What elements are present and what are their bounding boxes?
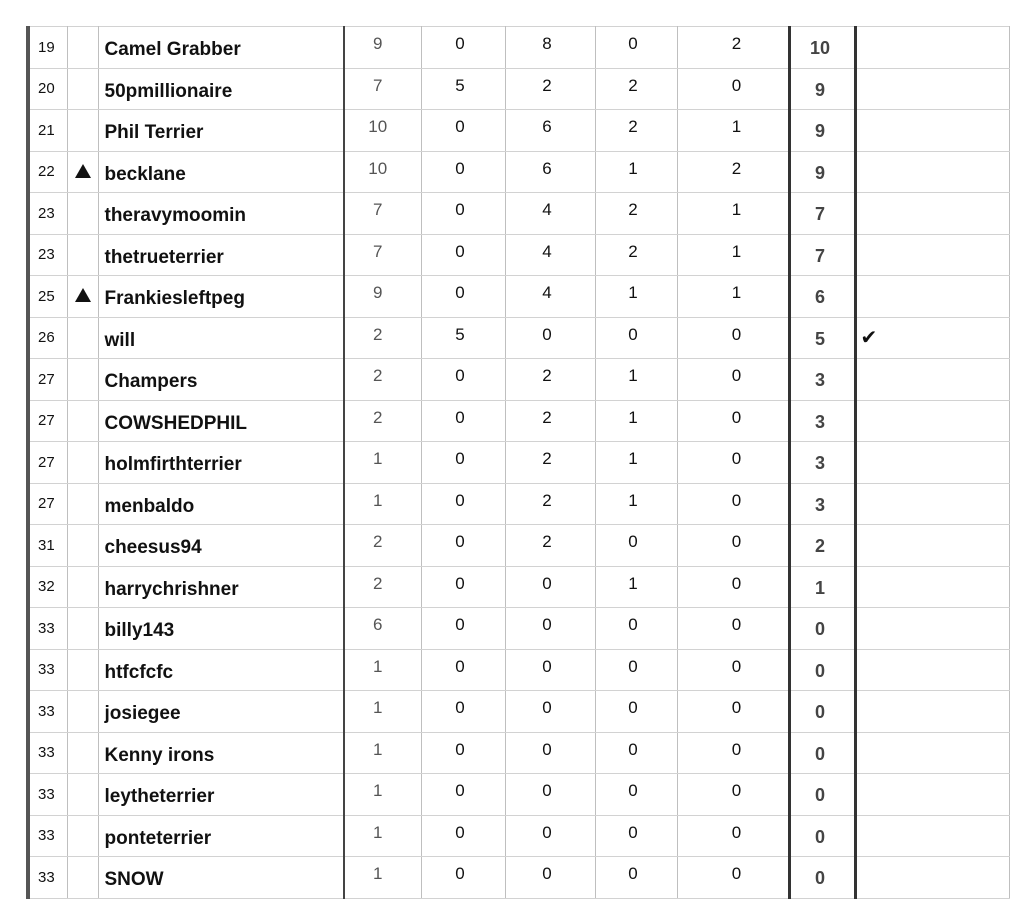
- points-cell: 2: [789, 525, 855, 567]
- player-name: harrychrishner: [98, 566, 344, 608]
- movement-cell: [67, 566, 98, 608]
- stat-b-cell: 0: [421, 566, 505, 608]
- position-cell: 23: [28, 193, 67, 235]
- player-name: htfcfcfc: [98, 649, 344, 691]
- standings-table: [26, 26, 1010, 899]
- stat-b-cell: 0: [421, 442, 505, 484]
- stat-e-cell: 0: [677, 317, 789, 359]
- stat-a-cell: 10: [344, 110, 421, 152]
- stat-d-cell: 1: [595, 483, 677, 525]
- position-cell: 27: [28, 359, 67, 401]
- movement-cell: [67, 608, 98, 650]
- stat-a-cell: 9: [344, 27, 421, 69]
- table-row: [28, 566, 1009, 608]
- player-name: josiegee: [98, 691, 344, 733]
- stat-d-cell: 1: [595, 151, 677, 193]
- stat-a-cell: 10: [344, 151, 421, 193]
- stat-d-cell: 1: [595, 566, 677, 608]
- stat-a-cell: 2: [344, 525, 421, 567]
- stat-d-cell: 2: [595, 234, 677, 276]
- stat-e-cell: 1: [677, 193, 789, 235]
- position-cell: 33: [28, 649, 67, 691]
- stat-e-cell: 0: [677, 649, 789, 691]
- stat-b-cell: 5: [421, 68, 505, 110]
- standings-rows: [28, 27, 1009, 899]
- checkmark-icon: [855, 27, 1009, 69]
- stat-c-cell: 2: [505, 68, 595, 110]
- table-row: [28, 774, 1009, 816]
- position-cell: 33: [28, 608, 67, 650]
- stat-b-cell: 0: [421, 815, 505, 857]
- checkmark-icon: [855, 276, 1009, 318]
- stat-c-cell: 0: [505, 317, 595, 359]
- table-row: [28, 608, 1009, 650]
- stat-e-cell: 0: [677, 400, 789, 442]
- stat-c-cell: 0: [505, 815, 595, 857]
- table-row: [28, 27, 1009, 69]
- checkmark-icon: [855, 649, 1009, 691]
- stat-c-cell: 0: [505, 774, 595, 816]
- points-cell: 0: [789, 732, 855, 774]
- points-cell: 7: [789, 193, 855, 235]
- checkmark-icon: [855, 359, 1009, 401]
- position-cell: 33: [28, 691, 67, 733]
- stat-d-cell: 1: [595, 400, 677, 442]
- position-cell: 33: [28, 732, 67, 774]
- stat-d-cell: 0: [595, 774, 677, 816]
- stat-c-cell: 2: [505, 525, 595, 567]
- points-cell: 6: [789, 276, 855, 318]
- checkmark-icon: ✔: [855, 317, 1009, 359]
- stat-d-cell: 2: [595, 193, 677, 235]
- stat-d-cell: 0: [595, 525, 677, 567]
- position-cell: 27: [28, 400, 67, 442]
- stat-a-cell: 7: [344, 193, 421, 235]
- player-name: COWSHEDPHIL: [98, 400, 344, 442]
- player-name: 50pmillionaire: [98, 68, 344, 110]
- table-row: [28, 110, 1009, 152]
- stat-d-cell: 1: [595, 276, 677, 318]
- stat-c-cell: 0: [505, 857, 595, 899]
- points-cell: 10: [789, 27, 855, 69]
- movement-cell: [67, 317, 98, 359]
- stat-c-cell: 2: [505, 483, 595, 525]
- movement-cell: [67, 442, 98, 484]
- stat-a-cell: 1: [344, 815, 421, 857]
- stat-b-cell: 0: [421, 774, 505, 816]
- stat-c-cell: 4: [505, 234, 595, 276]
- table-row: [28, 193, 1009, 235]
- movement-cell: [67, 193, 98, 235]
- table-row: [28, 525, 1009, 567]
- points-cell: 3: [789, 442, 855, 484]
- stat-b-cell: 0: [421, 276, 505, 318]
- table-row: [28, 442, 1009, 484]
- movement-cell: [67, 359, 98, 401]
- checkmark-icon: [855, 68, 1009, 110]
- checkmark-icon: [855, 691, 1009, 733]
- stat-c-cell: 4: [505, 276, 595, 318]
- table-row: [28, 151, 1009, 193]
- stat-d-cell: 2: [595, 110, 677, 152]
- points-cell: 1: [789, 566, 855, 608]
- movement-cell: [67, 110, 98, 152]
- movement-cell: [67, 400, 98, 442]
- player-name: leytheterrier: [98, 774, 344, 816]
- stat-a-cell: 2: [344, 317, 421, 359]
- position-cell: 33: [28, 815, 67, 857]
- stat-e-cell: 0: [677, 359, 789, 401]
- player-name: Champers: [98, 359, 344, 401]
- table-row: [28, 359, 1009, 401]
- stat-a-cell: 1: [344, 774, 421, 816]
- table-row: [28, 68, 1009, 110]
- stat-e-cell: 1: [677, 110, 789, 152]
- position-cell: 33: [28, 774, 67, 816]
- checkmark-icon: [855, 774, 1009, 816]
- stat-b-cell: 0: [421, 359, 505, 401]
- position-cell: 27: [28, 442, 67, 484]
- movement-cell: [67, 27, 98, 69]
- stat-a-cell: 6: [344, 608, 421, 650]
- movement-cell: [67, 151, 98, 193]
- stat-e-cell: 0: [677, 525, 789, 567]
- stat-d-cell: 0: [595, 317, 677, 359]
- stat-e-cell: 2: [677, 151, 789, 193]
- checkmark-icon: [855, 400, 1009, 442]
- table-row: [28, 691, 1009, 733]
- table-row: [28, 317, 1009, 359]
- movement-cell: [67, 691, 98, 733]
- stat-d-cell: 1: [595, 442, 677, 484]
- points-cell: 0: [789, 857, 855, 899]
- points-cell: 9: [789, 110, 855, 152]
- stat-a-cell: 2: [344, 566, 421, 608]
- stat-b-cell: 0: [421, 608, 505, 650]
- stat-a-cell: 1: [344, 857, 421, 899]
- checkmark-icon: [855, 483, 1009, 525]
- table-row: [28, 400, 1009, 442]
- table-row: [28, 732, 1009, 774]
- stat-c-cell: 0: [505, 608, 595, 650]
- checkmark-icon: [855, 815, 1009, 857]
- table-row: [28, 276, 1009, 318]
- points-cell: 9: [789, 68, 855, 110]
- stat-d-cell: 0: [595, 649, 677, 691]
- points-cell: 0: [789, 691, 855, 733]
- position-cell: 23: [28, 234, 67, 276]
- stat-a-cell: 2: [344, 400, 421, 442]
- stat-b-cell: 0: [421, 193, 505, 235]
- points-cell: 7: [789, 234, 855, 276]
- player-name: menbaldo: [98, 483, 344, 525]
- movement-cell: [67, 857, 98, 899]
- checkmark-icon: [855, 234, 1009, 276]
- stat-e-cell: 0: [677, 566, 789, 608]
- up-triangle-icon: [75, 288, 91, 302]
- checkmark-icon: [855, 110, 1009, 152]
- player-name: cheesus94: [98, 525, 344, 567]
- player-name: theravymoomin: [98, 193, 344, 235]
- table-row: [28, 483, 1009, 525]
- stat-e-cell: 0: [677, 68, 789, 110]
- stat-a-cell: 1: [344, 649, 421, 691]
- movement-cell: [67, 732, 98, 774]
- stat-e-cell: 0: [677, 774, 789, 816]
- stat-b-cell: 0: [421, 483, 505, 525]
- checkmark-icon: [855, 442, 1009, 484]
- points-cell: 9: [789, 151, 855, 193]
- stat-a-cell: 2: [344, 359, 421, 401]
- checkmark-icon: [855, 732, 1009, 774]
- stat-a-cell: 1: [344, 732, 421, 774]
- stat-a-cell: 7: [344, 234, 421, 276]
- stat-b-cell: 0: [421, 151, 505, 193]
- movement-cell: [67, 649, 98, 691]
- points-cell: 0: [789, 815, 855, 857]
- stat-e-cell: 0: [677, 442, 789, 484]
- stat-c-cell: 0: [505, 566, 595, 608]
- checkmark-icon: [855, 857, 1009, 899]
- stat-e-cell: 1: [677, 276, 789, 318]
- stat-e-cell: 0: [677, 483, 789, 525]
- stat-e-cell: 0: [677, 732, 789, 774]
- table-row: [28, 857, 1009, 899]
- player-name: Phil Terrier: [98, 110, 344, 152]
- stat-d-cell: 0: [595, 691, 677, 733]
- position-cell: 31: [28, 525, 67, 567]
- table-row: [28, 234, 1009, 276]
- player-name: Frankiesleftpeg: [98, 276, 344, 318]
- stat-c-cell: 0: [505, 691, 595, 733]
- movement-cell: [67, 483, 98, 525]
- position-cell: 33: [28, 857, 67, 899]
- position-cell: 19: [28, 27, 67, 69]
- stat-e-cell: 0: [677, 691, 789, 733]
- stat-a-cell: 1: [344, 691, 421, 733]
- stat-c-cell: 2: [505, 442, 595, 484]
- position-cell: 32: [28, 566, 67, 608]
- stat-d-cell: 1: [595, 359, 677, 401]
- stat-b-cell: 0: [421, 234, 505, 276]
- stat-b-cell: 0: [421, 691, 505, 733]
- checkmark-icon: [855, 193, 1009, 235]
- points-cell: 5: [789, 317, 855, 359]
- stat-b-cell: 0: [421, 110, 505, 152]
- movement-cell: [67, 276, 98, 318]
- stat-d-cell: 0: [595, 815, 677, 857]
- points-cell: 3: [789, 400, 855, 442]
- points-cell: 0: [789, 649, 855, 691]
- movement-cell: [67, 815, 98, 857]
- movement-cell: [67, 525, 98, 567]
- stat-c-cell: 0: [505, 649, 595, 691]
- checkmark-icon: [855, 608, 1009, 650]
- table-row: [28, 649, 1009, 691]
- stat-c-cell: 8: [505, 27, 595, 69]
- stat-d-cell: 0: [595, 732, 677, 774]
- stat-c-cell: 2: [505, 400, 595, 442]
- points-cell: 3: [789, 359, 855, 401]
- stat-d-cell: 0: [595, 857, 677, 899]
- stat-a-cell: 1: [344, 442, 421, 484]
- points-cell: 0: [789, 774, 855, 816]
- player-name: holmfirthterrier: [98, 442, 344, 484]
- stat-d-cell: 0: [595, 27, 677, 69]
- table-row: [28, 815, 1009, 857]
- position-cell: 21: [28, 110, 67, 152]
- player-name: Camel Grabber: [98, 27, 344, 69]
- player-name: Kenny irons: [98, 732, 344, 774]
- stat-c-cell: 4: [505, 193, 595, 235]
- player-name: will: [98, 317, 344, 359]
- movement-cell: [67, 68, 98, 110]
- stat-b-cell: 0: [421, 27, 505, 69]
- stat-b-cell: 0: [421, 400, 505, 442]
- stat-e-cell: 1: [677, 234, 789, 276]
- stat-c-cell: 6: [505, 110, 595, 152]
- stat-b-cell: 0: [421, 525, 505, 567]
- stat-c-cell: 2: [505, 359, 595, 401]
- stat-b-cell: 5: [421, 317, 505, 359]
- position-cell: 27: [28, 483, 67, 525]
- stat-b-cell: 0: [421, 857, 505, 899]
- checkmark-icon: [855, 151, 1009, 193]
- stat-e-cell: 0: [677, 815, 789, 857]
- player-name: billy143: [98, 608, 344, 650]
- points-cell: 3: [789, 483, 855, 525]
- stat-e-cell: 0: [677, 608, 789, 650]
- up-triangle-icon: [75, 164, 91, 178]
- stat-c-cell: 6: [505, 151, 595, 193]
- position-cell: 26: [28, 317, 67, 359]
- standings-sheet: [26, 26, 1007, 899]
- stat-a-cell: 1: [344, 483, 421, 525]
- stat-b-cell: 0: [421, 732, 505, 774]
- player-name: SNOW: [98, 857, 344, 899]
- stat-d-cell: 2: [595, 68, 677, 110]
- stat-b-cell: 0: [421, 649, 505, 691]
- movement-cell: [67, 234, 98, 276]
- checkmark-icon: [855, 525, 1009, 567]
- stat-d-cell: 0: [595, 608, 677, 650]
- stat-c-cell: 0: [505, 732, 595, 774]
- points-cell: 0: [789, 608, 855, 650]
- player-name: thetrueterrier: [98, 234, 344, 276]
- checkmark-icon: [855, 566, 1009, 608]
- player-name: becklane: [98, 151, 344, 193]
- position-cell: 22: [28, 151, 67, 193]
- stat-a-cell: 9: [344, 276, 421, 318]
- position-cell: 25: [28, 276, 67, 318]
- movement-cell: [67, 774, 98, 816]
- position-cell: 20: [28, 68, 67, 110]
- player-name: ponteterrier: [98, 815, 344, 857]
- stat-a-cell: 7: [344, 68, 421, 110]
- stat-e-cell: 0: [677, 857, 789, 899]
- stat-e-cell: 2: [677, 27, 789, 69]
